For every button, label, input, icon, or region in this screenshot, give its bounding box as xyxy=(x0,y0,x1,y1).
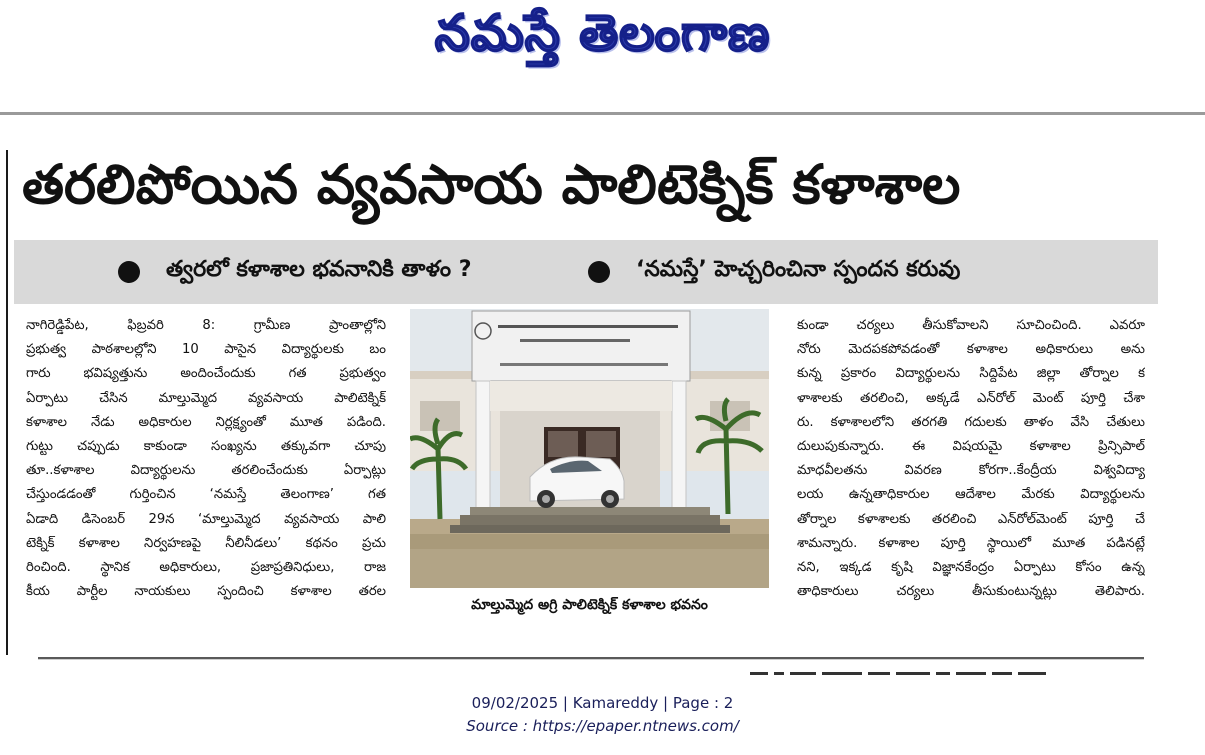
text-line: ప్రభుత్వ పాఠశాలల్లోని 10 పాసైన విద్యార్థులకు బం xyxy=(26,342,386,358)
bullet-icon xyxy=(588,261,610,283)
edition-info: 09/02/2025 | Kamareddy | Page : 2 xyxy=(471,694,734,712)
text-line: నాగిరెడ్డిపేట, ఫిబ్రవరి 8: గ్రామీణ ప్రాంతాల్లోని xyxy=(26,318,386,333)
subhead-text: త్వరలో కళాశాల భవనానికి తాళం ? xyxy=(166,257,472,282)
text-line: తూ..కళాశాల విద్యార్థులను తరలించేందుకు ఏర్పాట్లు xyxy=(26,463,386,479)
text-line: తాధికారులు చర్యలు తీసుకుంటున్నట్లు తెలిపారు. xyxy=(797,584,1145,600)
cropped-next-article-edge xyxy=(750,672,1080,678)
text-line: గారు భవిష్యత్తును అందించేందుకు గత ప్రభుత్వం xyxy=(26,366,386,382)
text-line: కళాశాల నేడు అధికారుల నిర్లక్ష్యంతో మూత పడింది. xyxy=(26,414,386,430)
text-line: తోర్నాల కళాశాలకు తరలించి ఎన్‌రోల్‌మెంట్ పూర్తి చే xyxy=(797,511,1145,527)
college-building-photo xyxy=(410,309,769,588)
newspaper-logo: నమస్తే తెలంగాణ xyxy=(434,4,771,62)
text-line: రించింది. స్థానిక అధికారులు, ప్రజాప్రతినిధులు, రాజ xyxy=(26,560,386,576)
masthead xyxy=(0,0,1205,112)
subhead-item xyxy=(118,256,472,288)
article-column-right xyxy=(797,314,1145,644)
text-line: ఏర్పాటు చేసిన మాల్తుమ్మెద వ్యవసాయ పాలిటెక్నిక్ xyxy=(26,390,386,406)
text-line: రు. కళాశాలలోని తరగతి గదులకు తాళం వేసి చేతులు xyxy=(797,414,1145,430)
text-line: ళాశాలకు తరలించి, అక్కడే ఎన్‌రోల్ మెంట్ పూర్తి చేశా xyxy=(797,390,1145,406)
text-line: గుట్టు చప్పుడు కాకుండా సంఖ్యను తక్కువగా చూపు xyxy=(26,439,386,455)
text-line: నోరు మెదపకపోవడంతో కళాశాల అధికారులు అను xyxy=(797,342,1145,358)
text-line: దులుపుకున్నారు. ఈ విషయమై కళాశాల ప్రిన్సిపాల్ xyxy=(797,439,1145,455)
article-column-left xyxy=(26,314,386,640)
page-footer xyxy=(0,692,1205,738)
text-line: నని, ఇక్కడ కృషి విజ్ఞానకేంద్రం ఏర్పాటు కోసం ఉన్న xyxy=(797,560,1145,576)
text-line: మాధవీలతను వివరణ కోరగా..కేంద్రీయ విశ్వవిద్యా xyxy=(797,463,1145,479)
subhead-band xyxy=(14,240,1158,304)
article-headline: తరలిపోయిన వ్యవసాయ పాలిటెక్నిక్ కళాశాల xyxy=(22,153,961,216)
bullet-icon xyxy=(118,261,140,283)
text-line: లయ ఉన్నతాధికారుల ఆదేశాల మేరకు విద్యార్థులను xyxy=(797,487,1145,503)
text-line: టెక్నిక్ కళాశాల నిర్వహణపై నీలినీడలు’ కథనం ప్రచు xyxy=(26,535,386,551)
text-line: శామన్నారు. కళాశాల పూర్తి స్థాయిలో మూత పడినట్లే xyxy=(797,535,1145,551)
subhead-text: ‘నమస్తే’ హెచ్చరించినా స్పందన కరువు xyxy=(636,257,961,282)
text-line: చేస్తుండడంతో గుర్తించిన ‘నమస్తే తెలంగాణ’ గత xyxy=(26,487,386,503)
source-link[interactable]: Source : https://epaper.ntnews.com/ xyxy=(466,717,739,735)
photo-caption: మాల్తుమ్మెద అగ్రి పాలిటెక్నిక్ కళాశాల భవనం xyxy=(471,597,708,613)
text-line: కుండా చర్యలు తీసుకోవాలని సూచించింది. ఎవరూ xyxy=(797,318,1145,333)
text-line: కీయ పార్టీల నాయకులు స్పందించి కళాశాల తరల xyxy=(26,584,386,600)
masthead-divider xyxy=(0,112,1205,115)
article-bottom-divider-shadow xyxy=(38,659,1144,660)
text-line: కున్న ప్రకారం విద్యార్థులను సిద్దిపేట జిల్లా తోర్నాల క xyxy=(797,366,1145,382)
article-left-border xyxy=(6,150,8,655)
subhead-item xyxy=(588,256,960,288)
text-line: ఏడాది డిసెంబర్ 29న ‘మాల్తుమ్మెద వ్యవసాయ పాలి xyxy=(26,511,386,527)
